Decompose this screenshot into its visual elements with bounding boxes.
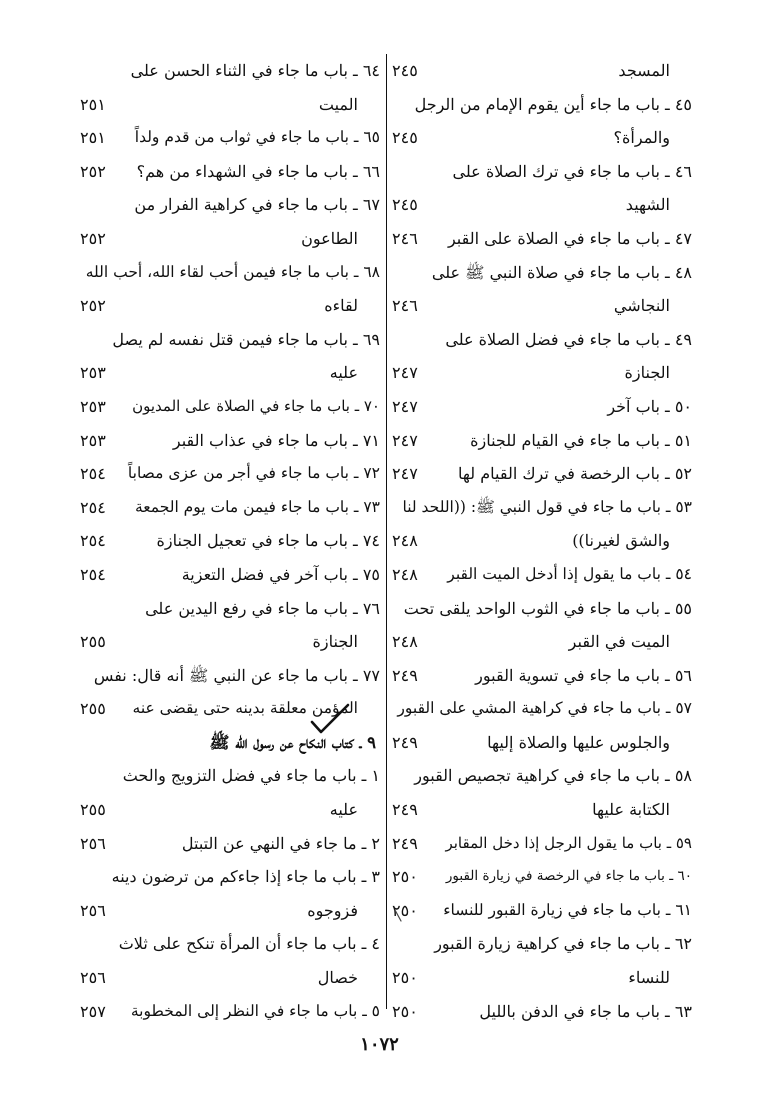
entry-title: الميت في القبر (568, 632, 670, 652)
entry-title: ٦٢ ـ باب ما جاء في كراهية زيارة القبور (434, 934, 692, 954)
index-entry (80, 356, 380, 390)
index-entry (392, 961, 692, 995)
index-entry (392, 256, 692, 290)
entry-page-number: ٢٤٨ (392, 632, 418, 652)
index-entry (80, 592, 380, 626)
index-entry (392, 927, 692, 961)
index-entry (80, 323, 380, 357)
entry-title: عليه (329, 800, 358, 820)
pencil-mark-icon (393, 908, 403, 924)
entry-title: ٤٥ ـ باب ما جاء أين يقوم الإمام من الرجل (414, 94, 692, 114)
index-entry (80, 961, 380, 995)
entry-title: ٧٣ ـ باب ما جاء فيمن مات يوم الجمعة (134, 497, 380, 516)
entry-title: ٥٢ ـ باب الرخصة في ترك القيام لها (458, 464, 692, 484)
entry-title: ٤٩ ـ باب ما جاء في فضل الصلاة على (445, 329, 692, 349)
entry-page-number: ٢٥٤ (80, 564, 106, 584)
index-entry (80, 457, 380, 491)
entry-title: ٧٢ ـ باب ما جاء في أجر من عزى مصاباً (127, 464, 380, 483)
entry-page-number: ٢٤٧ (392, 396, 418, 416)
entry-page-number: ٢٥٠ (392, 1001, 418, 1021)
index-entry (392, 88, 692, 122)
index-entry (392, 121, 692, 155)
index-entry (80, 88, 380, 122)
entry-page-number: ٢٤٥ (392, 195, 418, 215)
entry-title: ٩ ـ كتاب النكاح عن رسول الله ﷺ (209, 732, 376, 752)
index-entry (392, 860, 692, 894)
entry-title: فزوجوه (307, 900, 358, 920)
entry-title: ٤ ـ باب ما جاء أن المرأة تنكح على ثلاث (118, 934, 380, 954)
index-entry (392, 827, 692, 861)
entry-page-number: ٢٥٧ (80, 1001, 106, 1021)
index-entry (80, 524, 380, 558)
index-entry (80, 793, 380, 827)
entry-title: للنساء (628, 968, 670, 988)
entry-page-number: ٢٤٥ (392, 128, 418, 148)
entry-title: الميت (318, 94, 358, 114)
entry-page-number: ٢٥٦ (80, 900, 106, 920)
entry-page-number: ٢٤٥ (392, 61, 418, 80)
entry-page-number: ٢٥٢ (80, 296, 106, 316)
entry-title: ٦٠ ـ باب ما جاء في الرخصة في زيارة القبور (445, 868, 692, 885)
entry-title: الجنازة (624, 363, 670, 383)
index-entry (392, 188, 692, 222)
entry-page-number: ٢٤٨ (392, 564, 418, 584)
entry-title: ٢ ـ ما جاء في النهي عن التبتل (181, 833, 380, 853)
entry-page-number: ٢٥٥ (80, 699, 106, 719)
entry-title: ٧٧ ـ باب ما جاء عن النبي ﷺ أنه قال: نفس (93, 665, 380, 685)
index-entry (80, 222, 380, 256)
index-entry (80, 625, 380, 659)
entry-page-number: ٢٥٥ (80, 632, 106, 652)
entry-title: ٥٨ ـ باب ما جاء في كراهية تجصيص القبور (414, 766, 692, 786)
right-column (392, 54, 692, 1028)
entry-page-number: ٢٤٩ (392, 833, 418, 853)
entry-title: لقاءه (324, 296, 358, 316)
entry-title: ٥١ ـ باب ما جاء في القيام للجنازة (470, 430, 692, 450)
entry-title: ٦٥ ـ باب ما جاء في ثواب من قدم ولداً (134, 128, 380, 147)
entry-title: ٦٧ ـ باب ما جاء في كراهية الفرار من (134, 195, 380, 215)
entry-title: والجلوس عليها والصلاة إليها (487, 732, 670, 752)
index-entry (80, 558, 380, 592)
index-entry (80, 659, 380, 693)
index-entry (80, 424, 380, 458)
index-entry (80, 827, 380, 861)
index-entry (392, 759, 692, 793)
index-entry (392, 692, 692, 726)
entry-title: ٥٤ ـ باب ما يقول إذا أدخل الميت القبر (447, 564, 692, 583)
index-entry (392, 625, 692, 659)
entry-title: ٧٥ ـ باب آخر في فضل التعزية (181, 564, 380, 584)
entry-title: النجاشي (613, 296, 670, 316)
entry-title: ٧٤ ـ باب ما جاء في تعجيل الجنازة (156, 531, 380, 551)
entry-title: الشهيد (625, 195, 670, 215)
entry-title: ٥٣ ـ باب ما جاء في قول النبي ﷺ: ((اللحد لنا (402, 497, 692, 516)
index-entry (80, 491, 380, 525)
index-entry (80, 894, 380, 928)
entry-page-number: ٢٥٠ (392, 900, 418, 920)
entry-title: ٥٠ ـ باب آخر (607, 396, 692, 416)
entry-title: والشق لغيرنا)) (572, 531, 670, 551)
entry-page-number: ٢٤٦ (392, 228, 418, 248)
index-entry (392, 491, 692, 525)
index-entry (80, 390, 380, 424)
index-entry (80, 860, 380, 894)
index-entry (80, 289, 380, 323)
index-entry (80, 256, 380, 290)
index-entry (392, 793, 692, 827)
index-entry (392, 457, 692, 491)
entry-page-number: ٢٤٩ (392, 665, 418, 685)
entry-page-number: ٢٤٧ (392, 430, 418, 450)
entry-title: ٦٩ ـ باب ما جاء فيمن قتل نفسه لم يصل (112, 329, 380, 349)
index-entry (392, 323, 692, 357)
index-entry (392, 222, 692, 256)
entry-title: ٦٨ ـ باب ما جاء فيمن أحب لقاء الله، أحب الله (85, 262, 380, 281)
entry-title: ٦٣ ـ باب ما جاء في الدفن بالليل (479, 1001, 692, 1021)
index-entry (80, 927, 380, 961)
entry-page-number: ٢٥٢ (80, 161, 106, 181)
entry-page-number: ٢٥٦ (80, 833, 106, 853)
entry-page-number: ٢٥٦ (80, 968, 106, 988)
entry-page-number: ٢٥٥ (80, 800, 106, 820)
index-entry (392, 558, 692, 592)
entry-title: ٤٧ ـ باب ما جاء في الصلاة على القبر (447, 228, 692, 248)
entry-title: ٦٦ ـ باب ما جاء في الشهداء من هم؟ (136, 161, 380, 181)
checkmark-icon (308, 702, 352, 736)
entry-title: ٥٩ ـ باب ما يقول الرجل إذا دخل المقابر (445, 833, 692, 852)
index-entry (392, 995, 692, 1029)
entry-title: والمرأة؟ (613, 128, 670, 148)
index-entry (80, 759, 380, 793)
left-column (80, 54, 380, 1028)
entry-title: الطاعون (301, 228, 358, 248)
entry-title: ٧٦ ـ باب ما جاء في رفع اليدين على (145, 598, 380, 618)
entry-title: ٣ ـ باب ما جاء إذا جاءكم من ترضون دينه (111, 867, 380, 887)
index-entry (392, 894, 692, 928)
entry-title: ٤٦ ـ باب ما جاء في ترك الصلاة على (452, 161, 692, 181)
column-divider (386, 54, 387, 1009)
entry-page-number: ٢٤٧ (392, 363, 418, 383)
entry-title: ٧٠ ـ باب ما جاء في الصلاة على المديون (132, 396, 380, 415)
index-entry (392, 659, 692, 693)
entry-page-number: ٢٤٦ (392, 296, 418, 316)
index-entry (392, 390, 692, 424)
entry-title: ٦٤ ـ باب ما جاء في الثناء الحسن على (130, 61, 380, 80)
entry-page-number: ٢٤٩ (392, 800, 418, 820)
entry-page-number: ٢٤٨ (392, 531, 418, 551)
entry-title: الكتابة عليها (592, 800, 670, 820)
page-number: ١٠٧٢ (360, 1034, 399, 1055)
index-entry (392, 155, 692, 189)
entry-page-number: ٢٥٣ (80, 363, 106, 383)
entry-page-number: ٢٥٢ (80, 228, 106, 248)
entry-page-number: ٢٥٣ (80, 396, 106, 416)
entry-page-number: ٢٥١ (80, 128, 106, 148)
index-entry (392, 424, 692, 458)
entry-page-number: ٢٥٤ (80, 464, 106, 484)
index-entry (392, 54, 692, 88)
entry-page-number: ٢٥٠ (392, 968, 418, 988)
entry-page-number: ٢٤٩ (392, 732, 418, 752)
index-entry (80, 54, 380, 88)
index-entry (392, 592, 692, 626)
index-entry (80, 121, 380, 155)
entry-title: المؤمن معلقة بدينه حتى يقضى عنه (132, 699, 358, 718)
entry-title: ١ ـ باب ما جاء في فضل التزويج والحث (122, 766, 380, 786)
entry-page-number: ٢٤٧ (392, 464, 418, 484)
entry-page-number: ٢٥٤ (80, 497, 106, 517)
entry-title: ٥٥ ـ باب ما جاء في الثوب الواحد يلقى تحت (403, 598, 692, 618)
entry-title: ٧١ ـ باب ما جاء في عذاب القبر (172, 430, 380, 450)
index-entry (392, 356, 692, 390)
entry-title: ٦١ ـ باب ما جاء في زيارة القبور للنساء (443, 900, 692, 919)
index-entry (392, 289, 692, 323)
entry-title: ٤٨ ـ باب ما جاء في صلاة النبي ﷺ على (431, 262, 692, 282)
index-entry (80, 155, 380, 189)
entry-title: ٥٦ ـ باب ما جاء في تسوية القبور (475, 665, 692, 685)
entry-page-number: ٢٥٠ (392, 867, 418, 887)
entry-page-number: ٢٥٣ (80, 430, 106, 450)
entry-title: ٥٧ ـ باب ما جاء في كراهية المشي على القبور (397, 699, 692, 718)
entry-title: عليه (329, 363, 358, 383)
index-entry (392, 726, 692, 760)
entry-title: ٥ ـ باب ما جاء في النظر إلى المخطوبة (130, 1001, 380, 1020)
entry-page-number: ٢٥٤ (80, 531, 106, 551)
entry-title: المسجد (618, 61, 670, 80)
entry-page-number: ٢٥١ (80, 94, 106, 114)
entry-title: خصال (317, 968, 358, 988)
index-entry (80, 995, 380, 1029)
index-entry (392, 524, 692, 558)
index-entry (80, 188, 380, 222)
entry-title: الجنازة (312, 632, 358, 652)
